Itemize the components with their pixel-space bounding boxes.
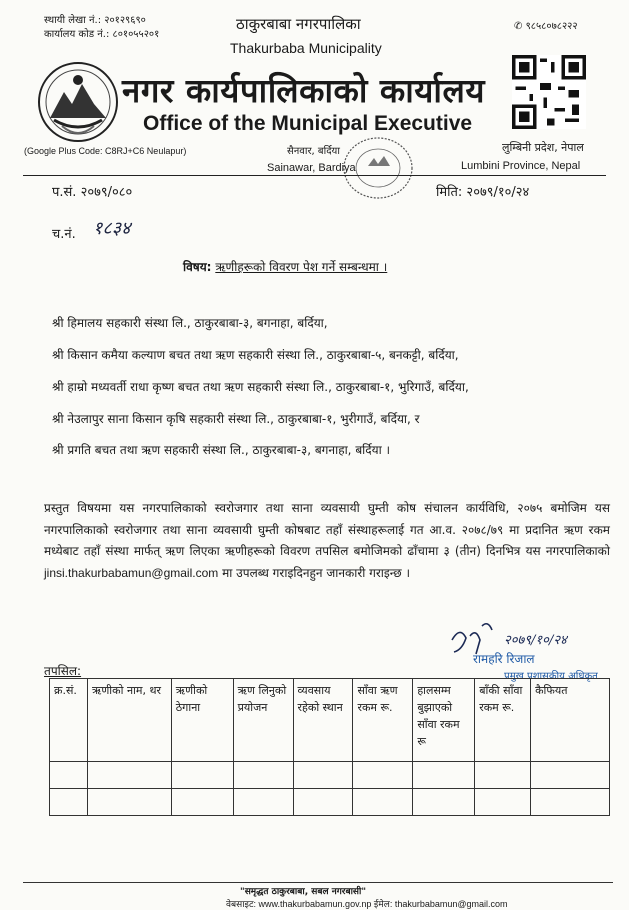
- google-plus-code: (Google Plus Code: C8RJ+C6 Neulapur): [24, 146, 187, 156]
- table-header-cell: ऋणीको नाम, थर: [87, 679, 171, 762]
- addressee: श्री प्रगति बचत तथा ऋण सहकारी संस्था लि., ठाकुरबाबा-३, बगनाहा, बर्दिया ।: [52, 443, 391, 457]
- table-row: [50, 789, 610, 816]
- table-cell: [293, 789, 353, 816]
- table-header-cell: ऋण लिनुको प्रयोजन: [233, 679, 293, 762]
- dispatch-number-handwritten: १८३४: [93, 218, 131, 239]
- table-cell: [475, 789, 531, 816]
- borrower-details-table: [49, 678, 610, 816]
- footer-contact: वेबसाइट: www.thakurbabamun.gov.np ईमेल: thakurbabamun@gmail.com: [226, 899, 508, 909]
- address-english: Sainawar, Bardiya: [267, 162, 356, 174]
- reference-number: प.सं. २०७९/०८०: [52, 185, 133, 200]
- footer-slogan: "समृद्धत ठाकुरबाबा, सबल नगरबासी": [240, 887, 367, 897]
- signatory-name: रामहरि रिजाल: [473, 652, 535, 666]
- phone-number: [514, 18, 578, 32]
- office-code: कार्यालय कोड नं.: ८०१०५५२०१: [44, 29, 160, 40]
- table-header-cell: ऋणीको ठेगाना: [171, 679, 233, 762]
- table-header-cell: क्र.सं.: [50, 679, 88, 762]
- table-cell: [531, 762, 610, 789]
- addressee: श्री किसान कमैया कल्याण बचत तथा ऋण सहकारी संस्था लि., ठाकुरबाबा-५, बनकट्टी, बर्दिया,: [52, 348, 459, 362]
- footer-divider: [23, 882, 613, 883]
- phone-icon: ✆: [514, 21, 523, 32]
- table-header-cell: हालसम्म बुझाएको साँवा रकम रू: [413, 679, 475, 762]
- province-english: Lumbini Province, Nepal: [461, 160, 581, 172]
- municipality-name-english: Thakurbaba Municipality: [230, 40, 382, 56]
- table-cell: [87, 789, 171, 816]
- subject-text: ऋणीहरूको विवरण पेश गर्ने सम्बन्धमा ।: [215, 260, 388, 274]
- table-cell: [353, 762, 413, 789]
- table-header-cell: व्यवसाय रहेको स्थान: [293, 679, 353, 762]
- office-seal-stamp: [338, 132, 418, 202]
- signatory-title: प्रमुख प्रशासकीय अधिकृत: [504, 671, 598, 682]
- municipality-name-nepali: ठाकुरबाबा नगरपालिका: [236, 15, 361, 33]
- table-header-cell: बाँकी साँवा रकम रू.: [475, 679, 531, 762]
- body-text: प्रस्तुत विषयमा यस नगरपालिकाको स्वरोजगार तथा साना व्यवसायी घुम्ती कोष संचालन कार्यविधि, २०७५ बमोजिम यस नगरपालिकाको स्वरोजगार तथा साना व्यवसायी घुम्ती कोषबाट तहाँ संस्थाहरूलाई गत आ.व. २०७८/७९ मा प्रदानित ऋण रकम मध्येबाट तहाँ संस्था मार्फत् ऋण लिएका ऋणीहरूको विवरण तपसिल बमोजिमको ढाँचामा ३ (तीन) दिनभित्र यस नगरपालिकाको: [44, 501, 610, 558]
- table-header-row: [50, 679, 610, 762]
- table-cell: [475, 762, 531, 789]
- addressee: श्री हाम्रो मध्यवर्ती राधा कृष्ण बचत तथा ऋण सहकारी संस्था लि., ठाकुरबाबा-१, भुरिगाउँ, बर्दिया,: [52, 380, 469, 394]
- body-text-tail: मा उपलब्ध गराइदिनहुन जानकारी गराइन्छ ।: [218, 565, 411, 580]
- nepal-emblem-logo: [36, 60, 120, 144]
- table-cell: [87, 762, 171, 789]
- table-cell: [413, 789, 475, 816]
- table-cell: [293, 762, 353, 789]
- table-row: [50, 762, 610, 789]
- office-title-english: Office of the Municipal Executive: [143, 112, 473, 135]
- address-nepali: सैनवार, बर्दिया: [287, 146, 340, 157]
- qr-code: [512, 55, 586, 129]
- subject-label: विषय:: [183, 260, 212, 274]
- table-header-cell: कैफियत: [531, 679, 610, 762]
- table-cell: [171, 762, 233, 789]
- subject-line: [183, 258, 387, 275]
- table-cell: [353, 789, 413, 816]
- table-cell: [413, 762, 475, 789]
- table-cell: [531, 789, 610, 816]
- table-cell: [233, 789, 293, 816]
- table-cell: [50, 789, 88, 816]
- email-link[interactable]: jinsi.thakurbabamun@gmail.com: [44, 565, 219, 580]
- header-divider: [23, 175, 606, 176]
- letter-date: मिति: २०७९/१०/२४: [436, 185, 530, 200]
- addressee: श्री हिमालय सहकारी संस्था लि., ठाकुरबाबा-३, बगनाहा, बर्दिया,: [52, 316, 328, 330]
- pan-number: स्थायी लेखा नं.: २०१२९६९०: [44, 15, 146, 26]
- letter-body: [44, 498, 610, 584]
- details-label: तपसिल:: [44, 664, 82, 678]
- table-header-cell: साँवा ऋण रकम रू.: [353, 679, 413, 762]
- office-title-nepali: नगर कार्यपालिकाको कार्यालय: [122, 71, 485, 110]
- addressee: श्री नेउलापुर साना किसान कृषि सहकारी संस्था लि., ठाकुरबाबा-१, भुरीगाउँ, बर्दिया, र: [52, 412, 420, 426]
- table-cell: [50, 762, 88, 789]
- province-nepali: लुम्बिनी प्रदेश, नेपाल: [502, 141, 584, 154]
- phone-value: ९८५८०७८२२२: [525, 21, 578, 32]
- table-cell: [233, 762, 293, 789]
- table-cell: [171, 789, 233, 816]
- signature-date: २०७९/१०/२४: [504, 633, 567, 648]
- dispatch-label: च.नं.: [52, 227, 76, 242]
